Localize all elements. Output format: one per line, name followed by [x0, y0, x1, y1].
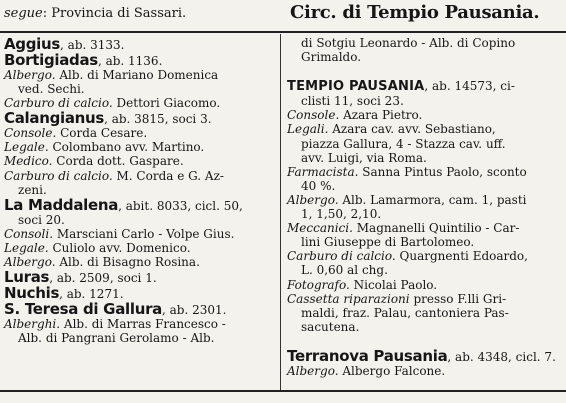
- place-name: Calangianus: [4, 109, 105, 128]
- entry-text: presso F.lli Gri-: [409, 291, 507, 306]
- entry-line: [287, 364, 563, 378]
- entry-text: M. Corda e G. Az-: [112, 168, 224, 183]
- entry-line: [4, 82, 276, 96]
- entry-text: Azara cav. avv. Sebastiano,: [328, 122, 496, 137]
- entry-line: [287, 348, 563, 364]
- entry-line: [4, 96, 276, 110]
- entry-text: 40 %.: [301, 178, 336, 193]
- entry-line: [287, 292, 563, 306]
- top-rule: [0, 31, 566, 33]
- entry-text: Corda Cesare.: [56, 126, 148, 141]
- entry-text: di Sotgiu Leonardo - Alb. di Copino: [301, 36, 516, 50]
- entry-line: [287, 137, 563, 151]
- place-name: La Maddalena: [4, 195, 119, 214]
- entry-line: [4, 126, 276, 140]
- entry-line: [4, 140, 276, 154]
- entry-line: [4, 255, 276, 269]
- entry-text: Nicolai Paolo.: [349, 277, 438, 292]
- entry-line: [287, 263, 563, 277]
- entry-text: , ab. 1136.: [97, 54, 163, 68]
- entry-text: , ab. 3133.: [60, 38, 125, 52]
- entry-text: Magnanelli Quintilio - Car-: [352, 221, 520, 236]
- entry-line: [287, 151, 563, 165]
- role-label: Medico.: [4, 154, 53, 169]
- entry-text: Marsciani Carlo - Volpe Gius.: [53, 226, 235, 241]
- role-label: Cassetta riparazioni: [287, 291, 410, 306]
- entry-text: Albergo Falcone.: [338, 363, 446, 378]
- role-label: Albergo.: [4, 68, 56, 82]
- entry-line: [287, 193, 563, 207]
- entry-line: [4, 154, 276, 168]
- entry-text: , ab. 4348, cicl. 7.: [447, 349, 556, 364]
- entry-line: [4, 317, 276, 331]
- role-label: Alberghi.: [4, 317, 61, 332]
- entry-line: [287, 78, 563, 94]
- entry-text: clisti 11, soci 23.: [301, 94, 404, 109]
- circondario-title: Circ. di Tempio Pausania.: [290, 2, 540, 23]
- role-label: Legali.: [287, 122, 329, 137]
- entry-text: , ab. 2301.: [162, 303, 227, 318]
- entry-text: Alb. Lamarmora, cam. 1, pasti: [338, 192, 527, 207]
- entry-line: [287, 306, 563, 320]
- entry-line: [287, 94, 563, 108]
- role-label: Meccanici.: [287, 221, 353, 236]
- entry-line: [287, 50, 563, 64]
- provincia-label: : Provincia di Sassari.: [42, 6, 187, 21]
- role-label: Albergo.: [287, 192, 339, 207]
- entry-line: [287, 165, 563, 179]
- role-label: Farmacista.: [287, 164, 359, 179]
- entry-text: , ab. 2509, soci 1.: [49, 271, 157, 286]
- entry-text: , abit. 8033, cicl. 50,: [118, 198, 243, 213]
- place-name: Nuchis: [4, 284, 60, 303]
- entry-line: [4, 285, 276, 301]
- entry-text: , ab. 3815, soci 3.: [104, 112, 212, 127]
- entry-line: [287, 36, 563, 50]
- entry-line: [287, 108, 563, 122]
- role-label: Carburo di calcio.: [287, 249, 396, 264]
- entry-line: [287, 320, 563, 334]
- place-name: Terranova Pausania: [287, 346, 448, 365]
- entry-text: Dettori Giacomo.: [112, 96, 221, 111]
- entry-line: [287, 278, 563, 292]
- entry-text: Alb. di Bisagno Rosina.: [55, 255, 200, 270]
- right-column: [287, 36, 563, 378]
- entry-text: , ab. 14573, ci-: [424, 79, 515, 94]
- place-name: TEMPIO PAUSANIA: [287, 79, 425, 95]
- entry-line: [4, 36, 276, 52]
- entry-text: soci 20.: [18, 212, 65, 227]
- entry-text: avv. Luigi, via Roma.: [301, 150, 427, 165]
- entry-line: [4, 110, 276, 126]
- entry-text: Sanna Pintus Paolo, sconto: [358, 164, 527, 179]
- role-label: Legale.: [4, 240, 49, 255]
- entry-text: ved. Sechi.: [18, 82, 85, 97]
- entry-text: piazza Gallura, 4 - Stazza cav. uff.: [301, 136, 506, 151]
- entry-text: Corda dott. Gaspare.: [52, 154, 184, 169]
- entry-line: [287, 179, 563, 193]
- left-column: [4, 36, 276, 345]
- entry-line: [4, 269, 276, 285]
- entry-line: [4, 52, 276, 68]
- entry-text: lini Giuseppe di Bartolomeo.: [301, 235, 475, 250]
- entry-line: [4, 301, 276, 317]
- entry-line: [287, 334, 563, 348]
- entry-line: [287, 221, 563, 235]
- entry-text: Grimaldo.: [301, 50, 362, 65]
- place-name: S. Teresa di Gallura: [4, 300, 162, 319]
- entry-line: [287, 122, 563, 136]
- entry-text: Alb. di Marras Francesco -: [60, 317, 226, 332]
- header-left: [4, 6, 186, 21]
- role-label: Console.: [287, 108, 340, 123]
- entry-text: Quargnenti Edoardo,: [395, 249, 528, 264]
- place-name: Aggius: [4, 35, 61, 53]
- column-divider: [280, 34, 281, 390]
- entry-text: Alb. di Pangrani Gerolamo - Alb.: [18, 331, 215, 346]
- role-label: Albergo.: [4, 255, 56, 270]
- entry-text: sacutena.: [301, 319, 360, 334]
- entry-text: Culiolo avv. Domenico.: [48, 240, 191, 255]
- bottom-rule: [0, 390, 566, 392]
- entry-line: [4, 241, 276, 255]
- role-label: Fotografo.: [287, 277, 350, 292]
- entry-line: [4, 213, 276, 227]
- role-label: Consoli.: [4, 226, 54, 241]
- entry-text: Azara Pietro.: [339, 108, 423, 123]
- entry-line: [4, 227, 276, 241]
- entry-text: L. 0,60 al chg.: [301, 263, 388, 278]
- role-label: Albergo.: [287, 363, 339, 378]
- entry-line: [287, 249, 563, 263]
- segue-label: segue: [4, 6, 43, 21]
- role-label: Console.: [4, 126, 57, 141]
- entry-text: , ab. 1271.: [59, 287, 124, 302]
- entry-text: zeni.: [18, 182, 47, 197]
- entry-line: [4, 331, 276, 345]
- entry-text: Alb. di Mariano Domenica: [55, 68, 219, 82]
- place-name: Luras: [4, 268, 50, 287]
- role-label: Legale.: [4, 140, 49, 155]
- entry-text: maldi, fraz. Palau, cantoniera Pas-: [301, 305, 509, 320]
- entry-line: [4, 197, 276, 213]
- entry-line: [287, 207, 563, 221]
- entry-text: Colombano avv. Martino.: [48, 140, 205, 155]
- place-name: Bortigiadas: [4, 51, 98, 69]
- entry-line: [287, 64, 563, 78]
- entry-line: [4, 183, 276, 197]
- entry-line: [287, 235, 563, 249]
- entry-text: 1, 1,50, 2,10.: [301, 207, 382, 222]
- role-label: Carburo di calcio.: [4, 168, 113, 183]
- role-label: Carburo di calcio.: [4, 96, 113, 111]
- entry-line: [4, 68, 276, 82]
- entry-line: [4, 169, 276, 183]
